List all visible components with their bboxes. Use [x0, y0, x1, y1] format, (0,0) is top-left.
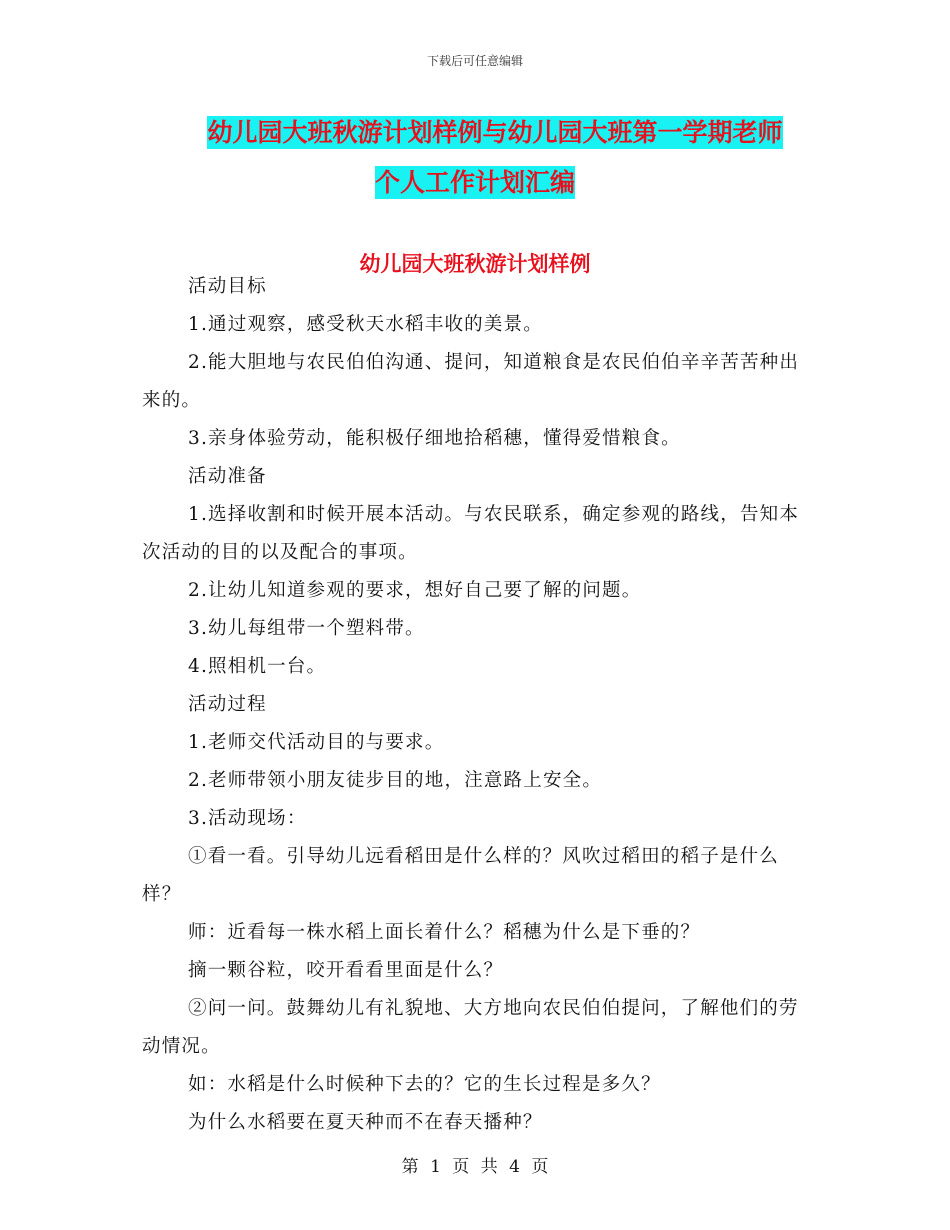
paragraph: 1.通过观察，感受秋天水稻丰收的美景。 — [188, 314, 543, 335]
paragraph: 2.能大胆地与农民伯伯沟通、提问，知道粮食是农民伯伯辛辛苦苦种出来的。 — [142, 352, 800, 411]
paragraph: 2.让幼儿知道参观的要求，想好自己要了解的问题。 — [188, 580, 642, 601]
document-title — [0, 108, 950, 208]
document-body — [142, 268, 802, 1142]
paragraph: 活动目标 — [188, 276, 267, 297]
paragraph: 为什么水稻要在夏天种而不在春天播种？ — [188, 1112, 543, 1133]
paragraph: 1.老师交代活动目的与要求。 — [188, 732, 445, 753]
paragraph: ②问一问。鼓舞幼儿有礼貌地、大方地向农民伯伯提问，了解他们的劳动情况。 — [142, 998, 799, 1057]
paragraph: 活动准备 — [188, 466, 267, 487]
paragraph: ①看一看。引导幼儿远看稻田是什么样的？风吹过稻田的稻子是什么样？ — [142, 846, 780, 905]
document-title-line-2: 个人工作计划汇编 — [374, 168, 575, 197]
paragraph: 1.选择收割和时候开展本活动。与农民联系，确定参观的路线，告知本次活动的目的以及配合的事项。 — [142, 504, 800, 563]
paragraph: 3.幼儿每组带一个塑料带。 — [188, 618, 425, 639]
page-number: 第 1 页 共 4 页 — [401, 1157, 549, 1177]
paragraph: 2.老师带领小朋友徒步目的地，注意路上安全。 — [188, 770, 603, 791]
paragraph: 4.照相机一台。 — [188, 656, 327, 677]
document-title-line-1: 幼儿园大班秋游计划样例与幼儿园大班第一学期老师 — [207, 118, 783, 147]
paragraph: 3.亲身体验劳动，能积极仔细地拾稻穗，懂得爱惜粮食。 — [188, 428, 681, 449]
section-title: 幼儿园大班秋游计划样例 — [359, 252, 591, 276]
page-header-note: 下载后可任意编辑 — [426, 54, 523, 68]
paragraph: 活动过程 — [188, 694, 267, 715]
paragraph: 摘一颗谷粒，咬开看看里面是什么？ — [188, 960, 504, 981]
paragraph: 师：近看每一株水稻上面长着什么？稻穗为什么是下垂的？ — [188, 922, 701, 943]
paragraph: 3.活动现场： — [188, 808, 307, 829]
paragraph: 如：水稻是什么时候种下去的？它的生长过程是多久？ — [188, 1074, 661, 1095]
